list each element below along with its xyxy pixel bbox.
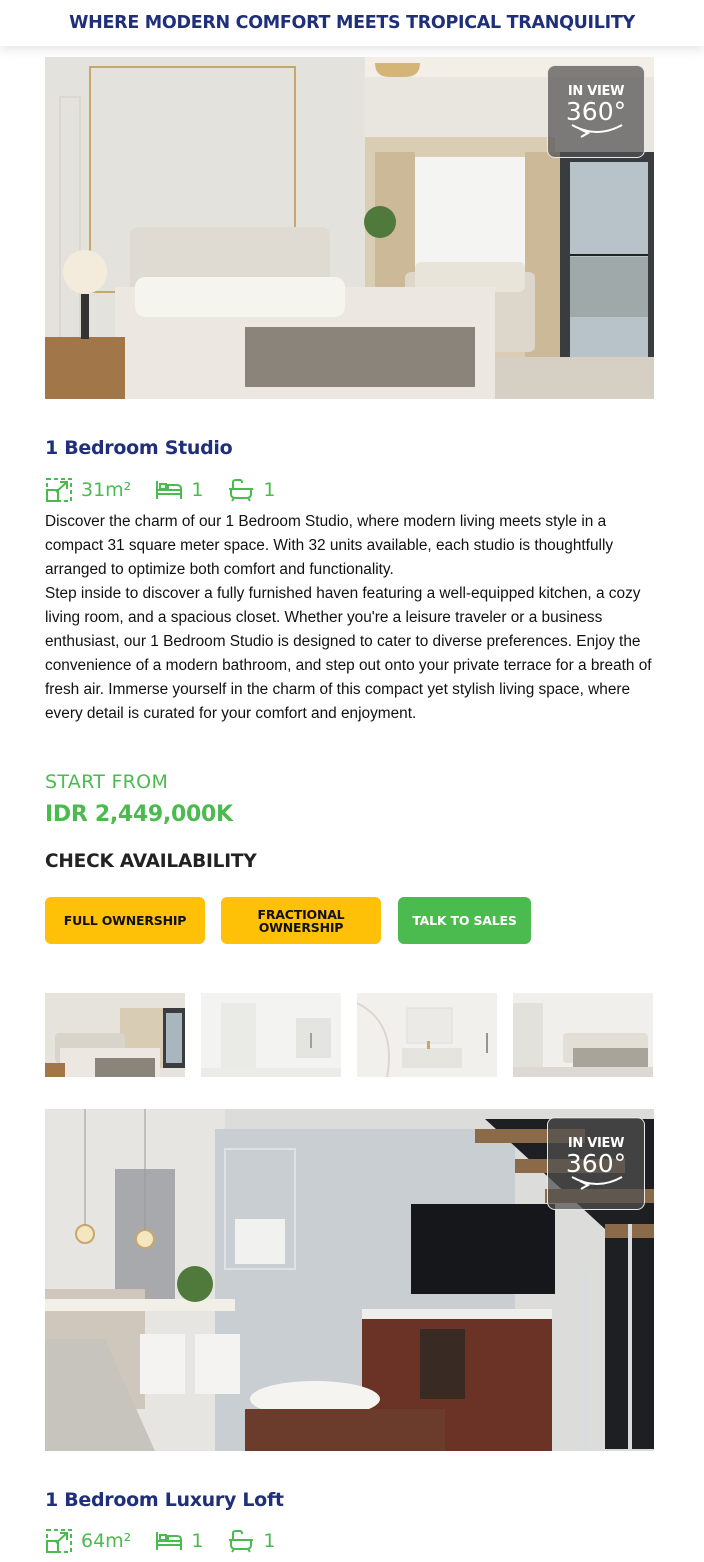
studio-hero-image[interactable]: [45, 57, 654, 399]
full-ownership-button[interactable]: FULL OWNERSHIP: [45, 897, 205, 944]
gallery-thumbnail[interactable]: [201, 993, 341, 1077]
unit-title: 1 Bedroom Luxury Loft: [45, 1489, 284, 1511]
view-360-badge[interactable]: [547, 1117, 645, 1210]
bathroom-count: 1: [263, 479, 276, 501]
section-title: WHERE MODERN COMFORT MEETS TROPICAL TRANQUILITY: [69, 13, 635, 33]
gallery-thumbnail[interactable]: [357, 993, 497, 1077]
rotate-360-icon: [568, 1173, 626, 1193]
bedroom-spec: [155, 479, 203, 501]
description-paragraph: Step inside to discover a fully furnished haven featuring a well-equipped kitchen, a cozy living room, and a spacious closet. Whether you're a leisure traveler or a business enthusiast, our 1 Bedroom Studio is designed to cater to diverse preferences. Enjoy the convenience of a modern bathroom, and step out onto your private terrace for a breath of fresh air. Immerse yourself in the charm of this compact yet stylish living space, where every detail is curated for your comfort and enjoyment.: [45, 585, 652, 722]
bathtub-icon: [227, 1529, 255, 1553]
bedroom-count: 1: [191, 1530, 204, 1552]
page-header: [0, 0, 704, 46]
gallery-thumbnail[interactable]: [45, 993, 185, 1077]
availability-heading: CHECK AVAILABILITY: [45, 851, 257, 872]
rotate-360-icon: [568, 121, 626, 141]
bathtub-icon: [227, 478, 255, 502]
area-value: 64m²: [81, 1530, 132, 1552]
unit-specs: [45, 476, 300, 504]
bedroom-spec: [155, 1530, 203, 1552]
gallery-thumbnail[interactable]: [513, 993, 653, 1077]
bed-icon: [155, 1530, 183, 1552]
bed-icon: [155, 479, 183, 501]
bathroom-spec: [227, 1529, 275, 1553]
area-expand-icon: [45, 477, 73, 503]
area-value: 31m²: [81, 479, 132, 501]
area-spec: [45, 1528, 131, 1554]
bathroom-count: 1: [263, 1530, 276, 1552]
bathroom-spec: [227, 478, 275, 502]
price-label: START FROM: [45, 771, 169, 793]
in-view-label: IN VIEW: [567, 84, 625, 99]
unit-title: 1 Bedroom Studio: [45, 437, 233, 459]
area-expand-icon: [45, 1528, 73, 1554]
in-view-label: IN VIEW: [567, 1136, 625, 1151]
talk-to-sales-button[interactable]: TALK TO SALES: [398, 897, 531, 944]
price-value: IDR 2,449,000K: [45, 802, 233, 827]
area-spec: [45, 477, 131, 503]
unit-specs: [45, 1527, 300, 1555]
unit-description: [45, 510, 660, 726]
degrees-label: 360°: [565, 97, 627, 126]
fractional-ownership-button[interactable]: FRACTIONAL OWNERSHIP: [221, 897, 381, 944]
loft-hero-image[interactable]: [45, 1109, 654, 1451]
description-paragraph: Discover the charm of our 1 Bedroom Studio, where modern living meets style in a compact 31 square meter space. With 32 units available, each studio is thoughtfully arranged to optimize both comfort and functionality.: [45, 513, 614, 578]
bedroom-count: 1: [191, 479, 204, 501]
degrees-label: 360°: [565, 1149, 627, 1178]
view-360-badge[interactable]: [547, 65, 645, 158]
